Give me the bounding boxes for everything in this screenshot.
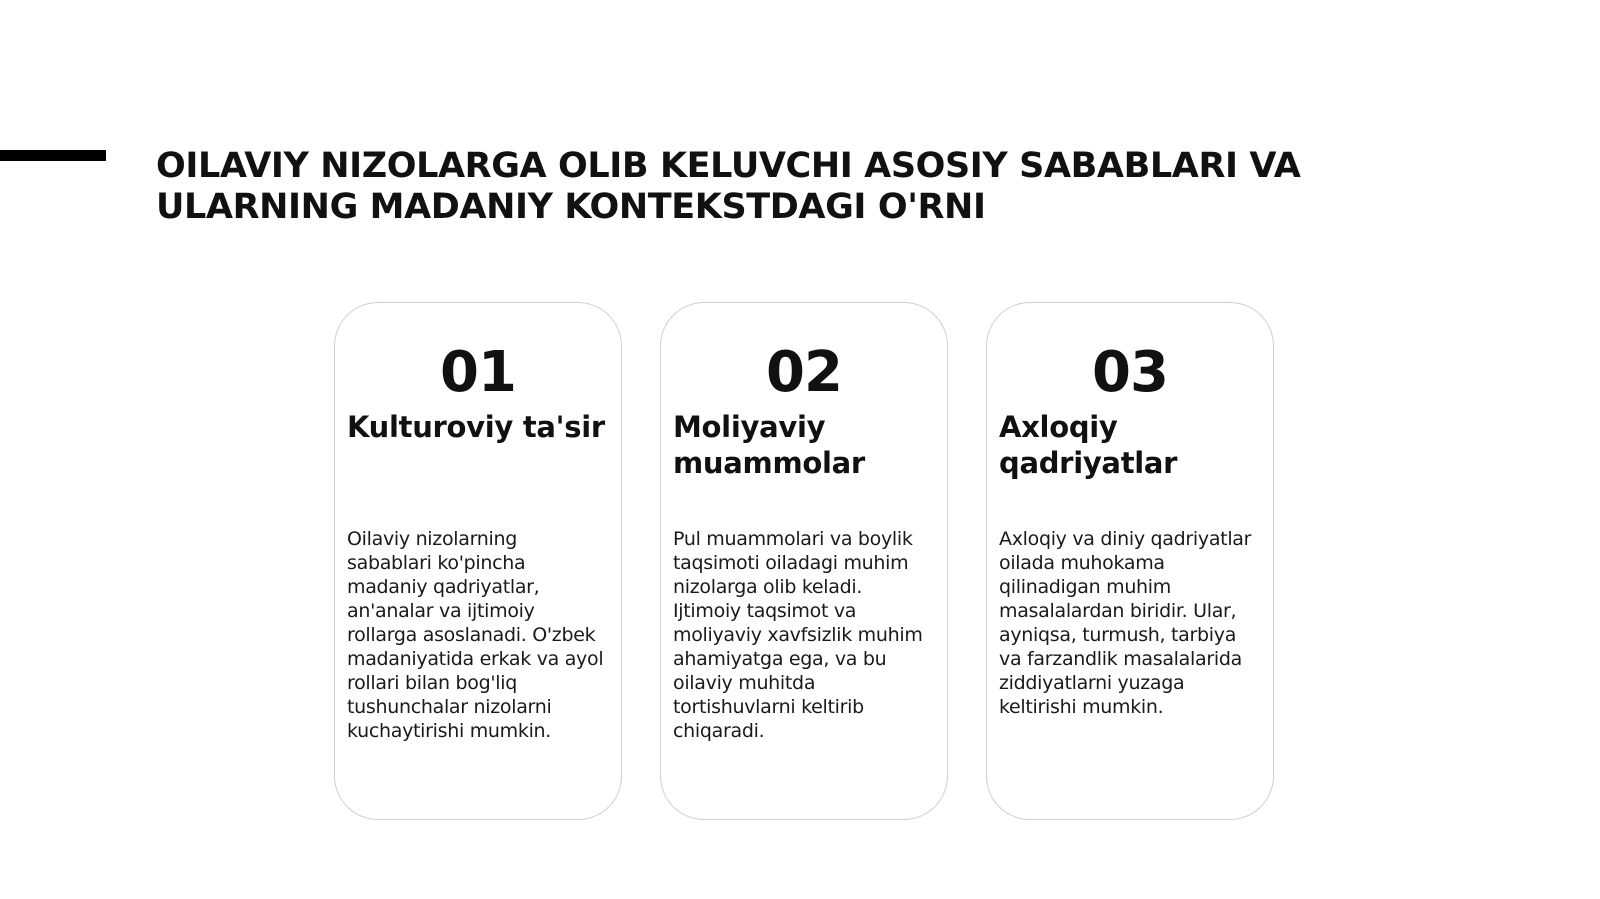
slide-title-line-2: ULARNING MADANIY KONTEKSTDAGI O'RNI — [156, 187, 986, 227]
card-text-line: chiqaradi. — [673, 720, 765, 742]
card-financial-problems — [660, 302, 948, 820]
card-text-line: madaniyatida erkak va ayol — [347, 648, 604, 670]
card-text-line: ahamiyatga ega, va bu — [673, 648, 887, 670]
card-heading: Kulturoviy ta'sir — [347, 410, 605, 444]
slide-title-line-1: OILAVIY NIZOLARGA OLIB KELUVCHI ASOSIY SABABLARI VA — [156, 146, 1301, 186]
card-description — [673, 527, 941, 743]
card-text-line: oilada muhokama — [999, 552, 1165, 574]
card-heading: Axloqiy qadriyatlar — [999, 410, 1178, 480]
card-text-line: rollari bilan bog'liq — [347, 672, 517, 694]
card-text-line: ayniqsa, turmush, tarbiya — [999, 624, 1237, 646]
card-description — [999, 527, 1267, 719]
card-text-line: qilinadigan muhim — [999, 576, 1171, 598]
card-text-line: moliyaviy xavfsizlik muhim — [673, 624, 923, 646]
card-text-line: nizolarga olib keladi. — [673, 576, 863, 598]
card-text-line: Ijtimoiy taqsimot va — [673, 600, 857, 622]
title-accent-bar — [0, 150, 106, 161]
card-cultural-influence — [334, 302, 622, 820]
card-text-line: keltirishi mumkin. — [999, 696, 1164, 718]
card-number: 01 — [440, 340, 516, 405]
card-text-line: Axloqiy va diniy qadriyatlar — [999, 528, 1252, 550]
card-number: 02 — [766, 340, 842, 405]
card-text-line: ziddiyatlarni yuzaga — [999, 672, 1185, 694]
card-heading: Moliyaviy muammolar — [673, 410, 865, 480]
card-text-line: rollarga asoslanadi. O'zbek — [347, 624, 596, 646]
card-text-line: madaniy qadriyatlar, — [347, 576, 540, 598]
slide-title — [156, 146, 1436, 228]
card-number: 03 — [1092, 340, 1168, 405]
card-text-line: va farzandlik masalalarida — [999, 648, 1242, 670]
card-moral-values — [986, 302, 1274, 820]
card-text-line: taqsimoti oiladagi muhim — [673, 552, 909, 574]
card-text-line: sabablari ko'pincha — [347, 552, 526, 574]
card-text-line: kuchaytirishi mumkin. — [347, 720, 552, 742]
card-text-line: Oilaviy nizolarning — [347, 528, 518, 550]
card-text-line: an'analar va ijtimoiy — [347, 600, 535, 622]
card-description — [347, 527, 615, 743]
card-text-line: masalalardan biridir. Ular, — [999, 600, 1237, 622]
card-text-line: tushunchalar nizolarni — [347, 696, 552, 718]
card-text-line: oilaviy muhitda — [673, 672, 816, 694]
card-text-line: tortishuvlarni keltirib — [673, 696, 864, 718]
card-text-line: Pul muammolari va boylik — [673, 528, 913, 550]
